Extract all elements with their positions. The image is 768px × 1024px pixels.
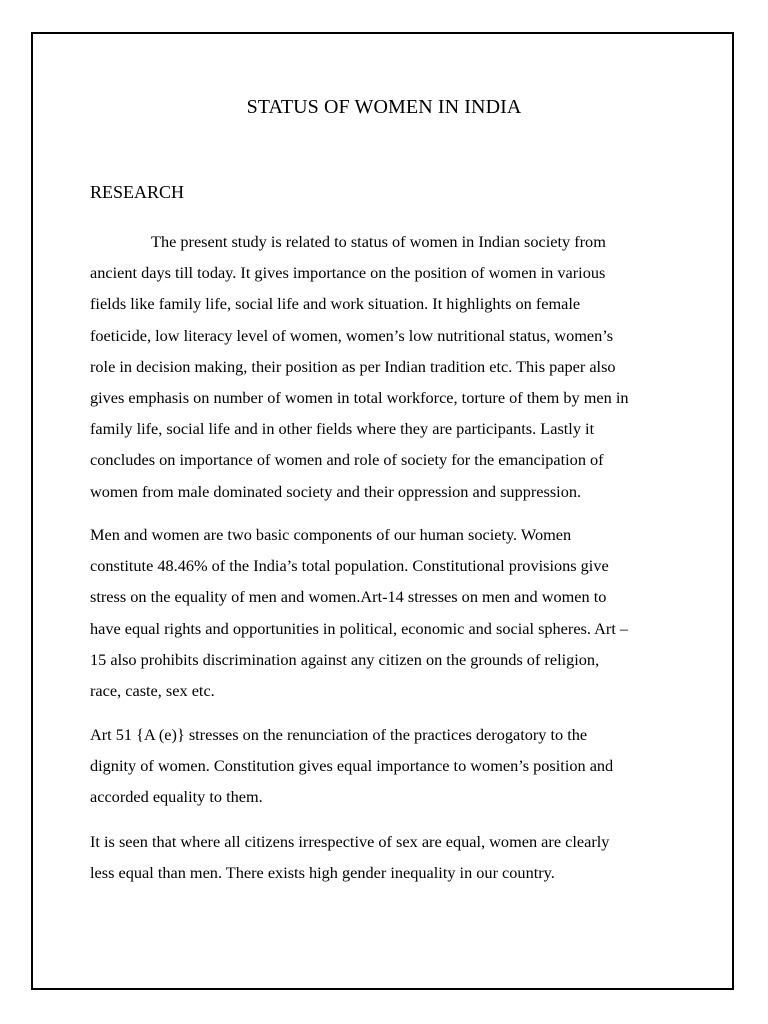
paragraph-population xyxy=(90,519,680,706)
paragraph-line: It is seen that where all citizens irrespective of sex are equal, women are clearly xyxy=(90,832,610,851)
paragraph-line: foeticide, low literacy level of women, women’s low nutritional status, women’s xyxy=(90,325,614,345)
paragraph-line: women from male dominated society and their oppression and suppression. xyxy=(90,481,582,501)
paragraph-line: dignity of women. Constitution gives equal importance to women’s position and xyxy=(90,756,614,776)
paragraph-article-51 xyxy=(90,719,680,813)
paragraph-line: gives emphasis on number of women in total workforce, torture of them by men in xyxy=(90,388,629,408)
paragraph-line: 15 also prohibits discrimination against any citizen on the grounds of religion, xyxy=(90,649,600,669)
paragraph-line: less equal than men. There exists high gender inequality in our country. xyxy=(90,863,555,883)
paragraph-line: constitute 48.46% of the India’s total population. Constitutional provisions give xyxy=(90,556,609,576)
paragraph-line: Men and women are two basic components of our human society. Women xyxy=(90,525,572,544)
paragraph-line: race, caste, sex etc. xyxy=(90,681,215,701)
paragraph-inequality xyxy=(90,826,680,888)
paragraph-line: have equal rights and opportunities in political, economic and social spheres. Art – xyxy=(90,618,629,638)
section-heading: RESEARCH xyxy=(90,182,185,202)
paragraph-line xyxy=(90,226,680,257)
paragraph-line: ancient days till today. It gives importance on the position of women in various xyxy=(90,263,606,283)
paragraph-line: fields like family life, social life and work situation. It highlights on female xyxy=(90,294,581,314)
page-title: STATUS OF WOMEN IN INDIA xyxy=(246,96,522,118)
paragraph-abstract xyxy=(90,226,680,507)
paragraph-line-text: The present study is related to status of women in Indian society from xyxy=(151,232,606,251)
paragraph-line: stress on the equality of men and women.Art-14 stresses on men and women to xyxy=(90,587,607,607)
paragraph-line: Art 51 {A (e)} stresses on the renunciation of the practices derogatory to the xyxy=(90,725,588,744)
paragraph-line: concludes on importance of women and role of society for the emancipation of xyxy=(90,450,604,470)
paragraph-line: accorded equality to them. xyxy=(90,787,263,807)
paragraph-line: family life, social life and in other fields where they are participants. Lastly it xyxy=(90,419,595,439)
paragraph-line: role in decision making, their position as per Indian tradition etc. This paper also xyxy=(90,356,616,376)
